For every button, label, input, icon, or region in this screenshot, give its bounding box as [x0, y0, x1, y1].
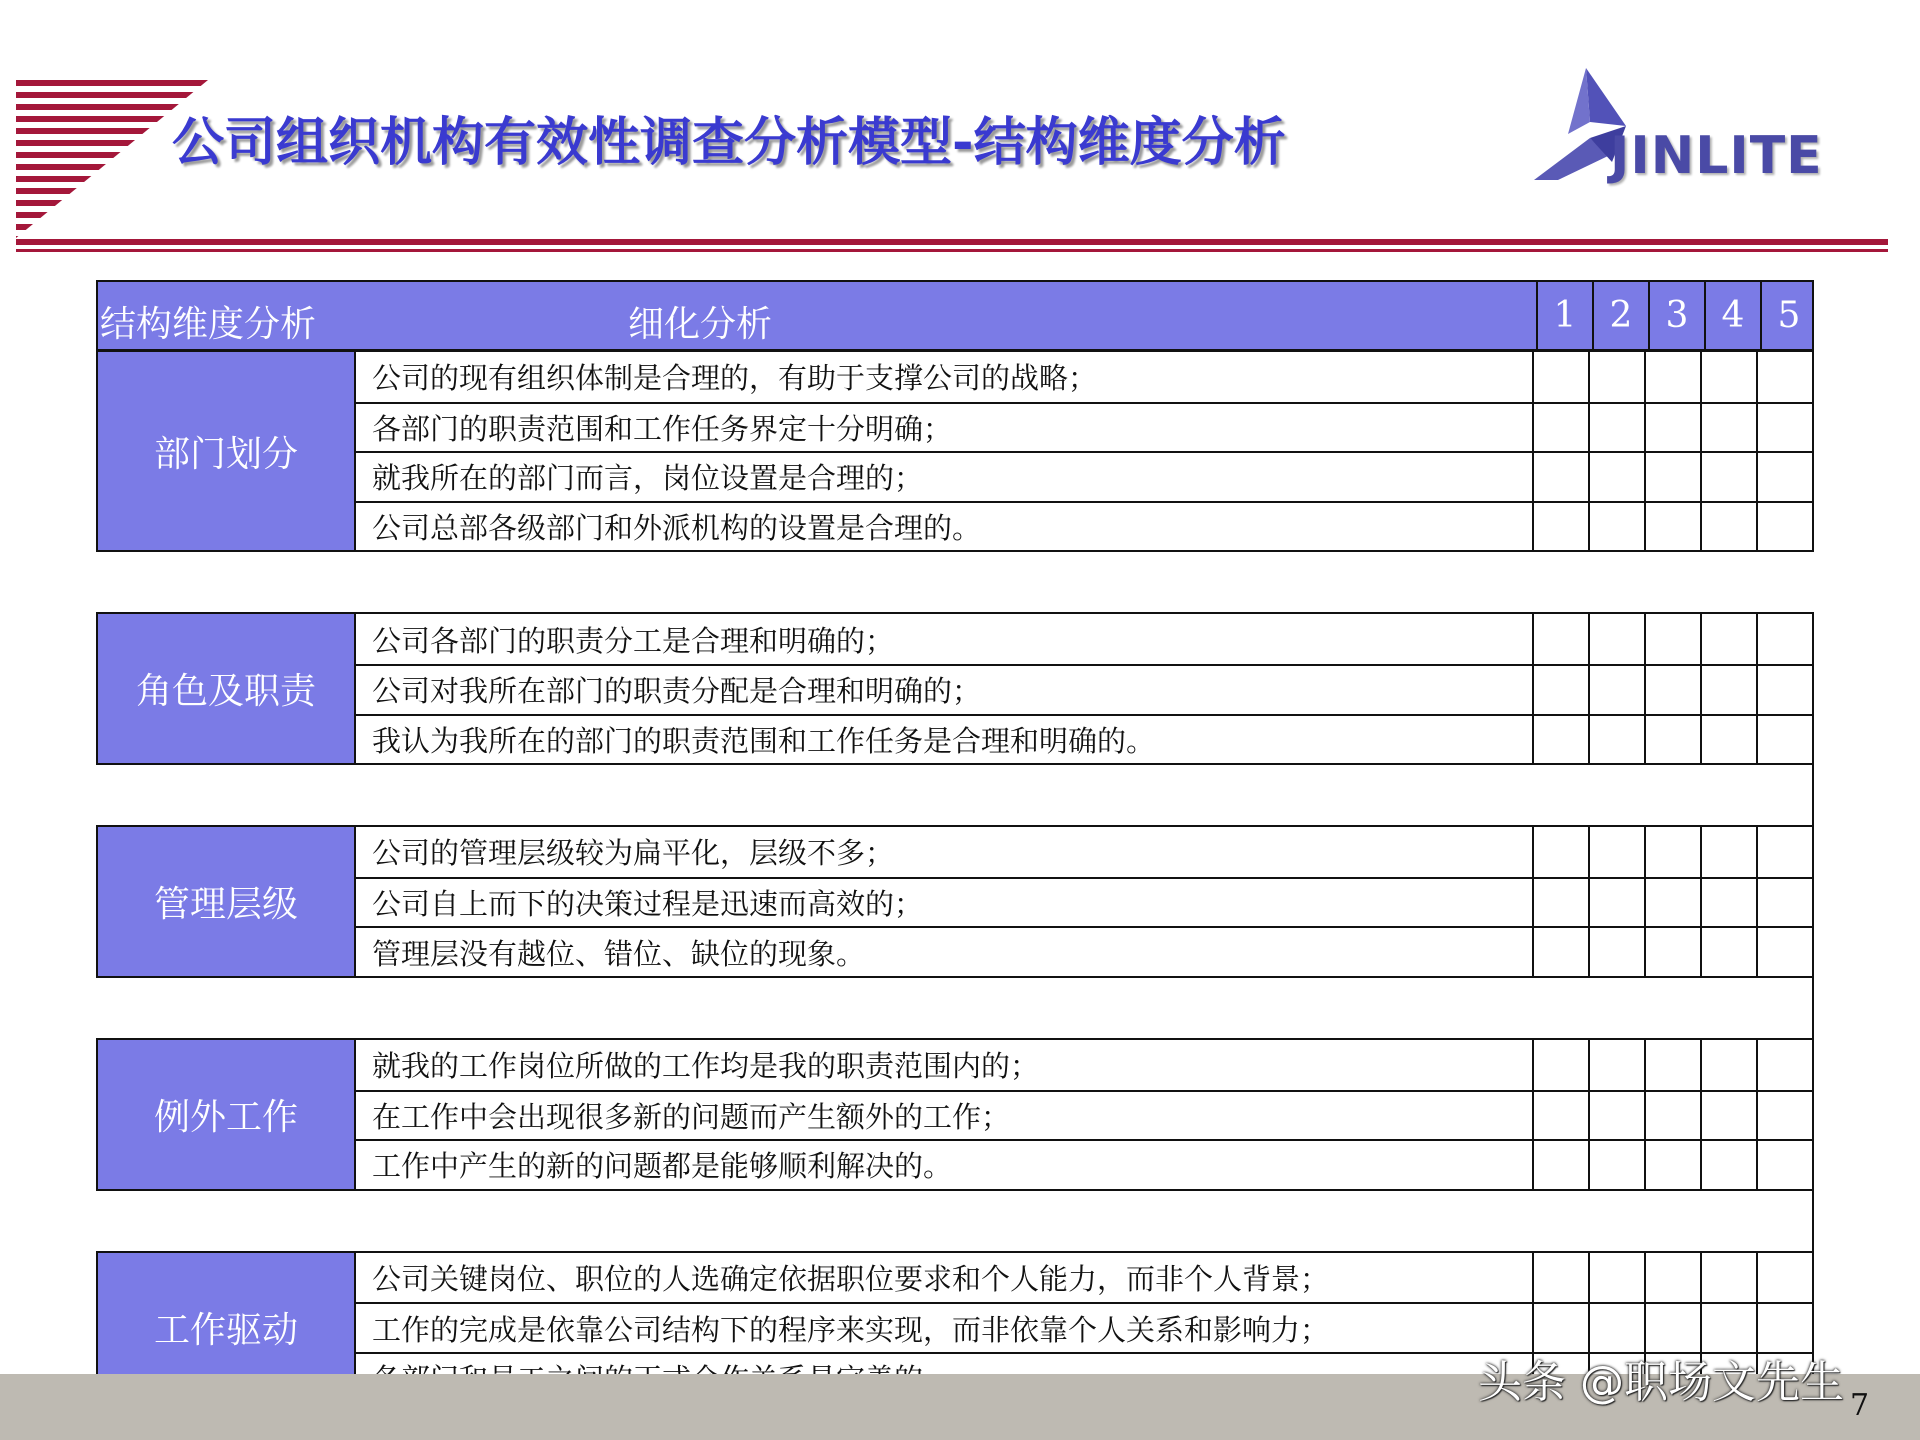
group-spacer: [96, 552, 1814, 612]
page-number: 7: [1850, 1388, 1870, 1423]
score-cell-5[interactable]: [1756, 827, 1812, 877]
score-cell-2[interactable]: [1588, 1040, 1644, 1090]
score-cell-4[interactable]: [1700, 716, 1756, 764]
score-cell-2[interactable]: [1588, 1092, 1644, 1140]
score-cell-4[interactable]: [1700, 404, 1756, 452]
item-text: 公司各部门的职责分工是合理和明确的；: [372, 623, 895, 658]
table-row: [356, 501, 1812, 551]
score-header-3: 3: [1648, 282, 1704, 349]
score-cell-2[interactable]: [1588, 666, 1644, 714]
score-cell-1[interactable]: [1532, 1253, 1588, 1303]
group-label: 例外工作: [98, 1040, 356, 1189]
item-text: 工作的完成是依靠公司结构下的程序来实现，而非依靠个人关系和影响力；: [372, 1312, 1330, 1347]
table-row: [356, 926, 1812, 976]
score-cell-5[interactable]: [1756, 614, 1812, 664]
table-row: [356, 1090, 1812, 1140]
score-cell-3[interactable]: [1644, 928, 1700, 976]
score-cell-4[interactable]: [1700, 503, 1756, 551]
score-cell-4[interactable]: [1700, 614, 1756, 664]
watermark-text: 头条 @职场文先生: [1478, 1357, 1844, 1408]
score-cell-3[interactable]: [1644, 453, 1700, 501]
score-cell-2[interactable]: [1588, 614, 1644, 664]
table-row: [356, 402, 1812, 452]
score-cell-1[interactable]: [1532, 352, 1588, 402]
group-label: 工作驱动: [98, 1253, 356, 1402]
score-cell-1[interactable]: [1532, 716, 1588, 764]
score-header-5: 5: [1760, 282, 1816, 349]
score-cell-2[interactable]: [1588, 404, 1644, 452]
score-cell-3[interactable]: [1644, 666, 1700, 714]
score-cell-4[interactable]: [1700, 928, 1756, 976]
table-row: [356, 827, 1812, 877]
score-cell-4[interactable]: [1700, 1040, 1756, 1090]
table-row: [356, 352, 1812, 402]
table-row: [356, 1302, 1812, 1352]
score-cell-5[interactable]: [1756, 666, 1812, 714]
group-label: 部门划分: [98, 352, 356, 550]
score-cell-1[interactable]: [1532, 453, 1588, 501]
item-text: 就我的工作岗位所做的工作均是我的职责范围内的；: [372, 1049, 1040, 1084]
item-text: 管理层没有越位、错位、缺位的现象。: [372, 936, 866, 971]
group-exceptional-work: [96, 1038, 1814, 1191]
table-header: [96, 280, 1814, 352]
item-text: 在工作中会出现很多新的问题而产生额外的工作；: [372, 1099, 1011, 1134]
group-roles-responsibilities: [96, 612, 1814, 765]
score-cell-4[interactable]: [1700, 879, 1756, 927]
score-cell-4[interactable]: [1700, 1253, 1756, 1303]
table-row: [356, 1253, 1812, 1303]
item-text: 各部门的职责范围和工作任务界定十分明确；: [372, 411, 953, 446]
header-divider-thin: [16, 249, 1888, 252]
score-cell-3[interactable]: [1644, 352, 1700, 402]
score-cell-1[interactable]: [1532, 1304, 1588, 1352]
score-cell-2[interactable]: [1588, 503, 1644, 551]
score-cell-1[interactable]: [1532, 1040, 1588, 1090]
score-header-1: 1: [1536, 282, 1592, 349]
score-cell-1[interactable]: [1532, 614, 1588, 664]
score-cell-5[interactable]: [1756, 879, 1812, 927]
score-cell-5[interactable]: [1756, 503, 1812, 551]
group-spacer: [96, 1191, 1814, 1251]
score-cell-5[interactable]: [1756, 1304, 1812, 1352]
score-cell-3[interactable]: [1644, 1040, 1700, 1090]
score-cell-1[interactable]: [1532, 1092, 1588, 1140]
group-label: 角色及职责: [98, 614, 356, 763]
item-text: 公司自上而下的决策过程是迅速而高效的；: [372, 887, 924, 922]
table-row: [356, 714, 1812, 764]
group-spacer: [96, 978, 1814, 1038]
score-cell-5[interactable]: [1756, 716, 1812, 764]
score-cell-4[interactable]: [1700, 453, 1756, 501]
score-cell-2[interactable]: [1588, 453, 1644, 501]
table-row: [356, 451, 1812, 501]
score-cell-5[interactable]: [1756, 928, 1812, 976]
item-text: 我认为我所在的部门的职责范围和工作任务是合理和明确的。: [372, 723, 1156, 758]
score-cell-3[interactable]: [1644, 827, 1700, 877]
score-cell-1[interactable]: [1532, 1141, 1588, 1189]
score-header-2: 2: [1592, 282, 1648, 349]
score-cell-3[interactable]: [1644, 404, 1700, 452]
item-text: 公司的现有组织体制是合理的，有助于支撑公司的战略；: [372, 361, 1098, 396]
score-cell-2[interactable]: [1588, 827, 1644, 877]
score-cell-2[interactable]: [1588, 352, 1644, 402]
item-text: 公司总部各级部门和外派机构的设置是合理的。: [372, 511, 982, 546]
score-cell-5[interactable]: [1756, 1141, 1812, 1189]
item-text: 公司的管理层级较为扁平化，层级不多；: [372, 836, 895, 871]
score-cell-4[interactable]: [1700, 666, 1756, 714]
slide-title: 公司组织机构有效性调查分析模型-结构维度分析: [172, 113, 1286, 173]
survey-table: [96, 280, 1814, 1404]
score-cell-1[interactable]: [1532, 666, 1588, 714]
score-cell-3[interactable]: [1644, 879, 1700, 927]
score-cell-5[interactable]: [1756, 404, 1812, 452]
score-cell-5[interactable]: [1756, 352, 1812, 402]
score-cell-3[interactable]: [1644, 1092, 1700, 1140]
dimension-column-header: 结构维度分析: [100, 304, 317, 345]
score-cell-1[interactable]: [1532, 404, 1588, 452]
score-cell-3[interactable]: [1644, 1253, 1700, 1303]
score-cell-1[interactable]: [1532, 827, 1588, 877]
item-text: 公司关键岗位、职位的人选确定依据职位要求和个人能力，而非个人背景；: [372, 1262, 1330, 1297]
item-text: 就我所在的部门而言，岗位设置是合理的；: [372, 461, 924, 496]
score-cell-4[interactable]: [1700, 1092, 1756, 1140]
score-cell-2[interactable]: [1588, 1253, 1644, 1303]
score-cell-4[interactable]: [1700, 1304, 1756, 1352]
score-cell-3[interactable]: [1644, 1304, 1700, 1352]
group-spacer: [96, 765, 1814, 825]
table-row: [356, 877, 1812, 927]
group-department-division: [96, 352, 1814, 552]
score-cell-1[interactable]: [1532, 879, 1588, 927]
logo-wordmark: JINLITE: [1610, 126, 1823, 186]
score-cell-2[interactable]: [1588, 1304, 1644, 1352]
group-label: 管理层级: [98, 827, 356, 976]
score-header-4: 4: [1704, 282, 1760, 349]
score-cell-5[interactable]: [1756, 453, 1812, 501]
table-row: [356, 664, 1812, 714]
detail-column-header: 细化分析: [628, 304, 773, 345]
item-text: 工作中产生的新的问题都是能够顺利解决的。: [372, 1149, 953, 1184]
score-cell-3[interactable]: [1644, 716, 1700, 764]
header-divider: [16, 239, 1888, 245]
score-cell-2[interactable]: [1588, 928, 1644, 976]
score-cell-4[interactable]: [1700, 1141, 1756, 1189]
score-cell-4[interactable]: [1700, 352, 1756, 402]
score-cell-3[interactable]: [1644, 1141, 1700, 1189]
score-cell-5[interactable]: [1756, 1040, 1812, 1090]
score-cell-1[interactable]: [1532, 928, 1588, 976]
table-row: [356, 1040, 1812, 1090]
score-cell-1[interactable]: [1532, 503, 1588, 551]
score-cell-2[interactable]: [1588, 1141, 1644, 1189]
score-cell-3[interactable]: [1644, 503, 1700, 551]
score-cell-5[interactable]: [1756, 1253, 1812, 1303]
score-cell-4[interactable]: [1700, 827, 1756, 877]
score-cell-2[interactable]: [1588, 879, 1644, 927]
score-cell-3[interactable]: [1644, 614, 1700, 664]
item-text: 公司对我所在部门的职责分配是合理和明确的；: [372, 674, 982, 709]
score-cell-2[interactable]: [1588, 716, 1644, 764]
table-row: [356, 1139, 1812, 1189]
group-management-levels: [96, 825, 1814, 978]
jinlite-logo: [1528, 64, 1848, 194]
table-row: [356, 614, 1812, 664]
score-cell-5[interactable]: [1756, 1092, 1812, 1140]
